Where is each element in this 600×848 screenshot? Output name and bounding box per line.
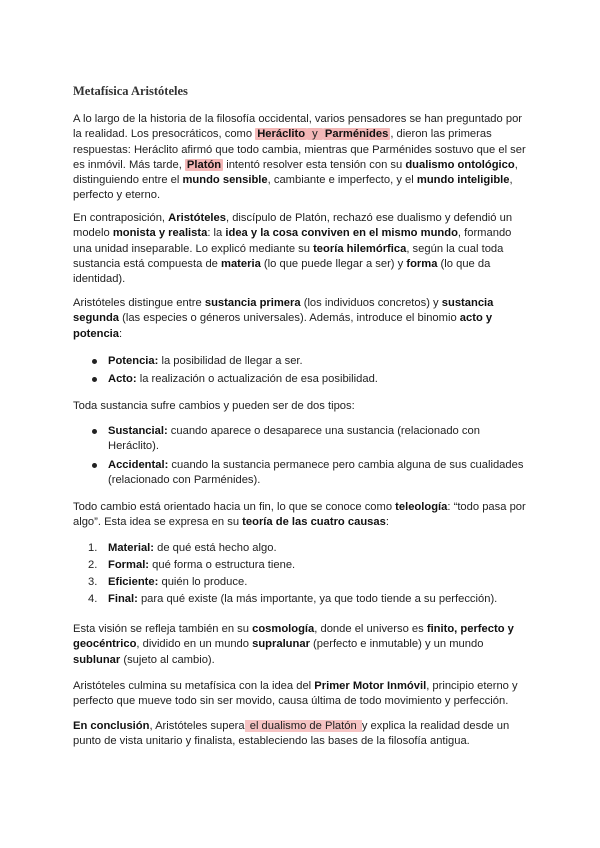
text-line: geocéntrico, dividido en un mundo supralunar (perfecto e inmutable) y un mundo [73, 638, 484, 651]
highlight-dualismo: el dualismo de Platón [246, 720, 360, 732]
text-line: potencia: [73, 327, 123, 340]
text-line: Toda sustancia sufre cambios y pueden ser de dos tipos: [73, 400, 355, 412]
highlight-heraclito: Heráclito [257, 128, 306, 141]
text-line: punto de vista unitario y finalista, estableciendo las bases de la filosofía antigua. [73, 735, 470, 748]
text-line: la realidad. Los presocráticos, como Heráclito y Parménides , dieron las primeras [73, 128, 492, 141]
text-line: sustancia está compuesta de materia (lo que puede llegar a ser) y forma (lo que da [73, 257, 491, 270]
bullet-icon [92, 429, 97, 434]
text-line: Todo cambio está orientado hacia un fin, lo que se conoce como teleología: “todo pasa por [73, 501, 526, 513]
bullet-icon [92, 359, 97, 364]
text-line: Aristóteles culmina su metafísica con la idea del Primer Motor Inmóvil, principio eterno y [73, 680, 518, 692]
text-line: perfecto y eterno. [73, 189, 161, 202]
list-number: 1. [88, 542, 98, 554]
paragraph-aristoteles [73, 211, 533, 287]
document-title: Metafísica Aristóteles [73, 84, 188, 98]
paragraph-conclusion [73, 719, 533, 750]
paragraph-primer-motor [73, 679, 533, 710]
text-line: es inmóvil. Más tarde, Platón intentó resolver esta tensión con su dualismo ontológico, [73, 158, 518, 171]
text-line: algo”. Esta idea se expresa en su teoría de las cuatro causas: [73, 516, 389, 529]
text-line: En conclusión, Aristóteles supera el dualismo de Platón y explica la realidad desde un [73, 720, 510, 732]
text-line: una unidad inseparable. Lo explicó mediante su teoría hilemórfica, según la cual toda [73, 242, 504, 255]
text-line: A lo largo de la historia de la filosofía occidental, varios pensadores se han preguntado por [73, 113, 523, 125]
text-line: En contraposición, Aristóteles, discípulo de Platón, rechazó ese dualismo y defendió un [73, 212, 513, 224]
text-line: Aristóteles distingue entre sustancia primera (los individuos concretos) y sustancia [73, 297, 494, 309]
highlight-parmenides: Parménides [324, 128, 389, 141]
text-line: perfecto que mueve todo sin ser movido, causa última de todo movimiento y perfección. [73, 695, 509, 708]
paragraph-intro [73, 112, 533, 204]
highlight-platon: Platón [186, 158, 222, 171]
text-line: identidad). [73, 273, 126, 286]
document-page: Metafísica Aristóteles A lo largo de la historia de la filosofía occidental, varios pensadores se han preguntado por la realidad. Los presocráticos, como Heráclito y Parménides , dieron las primeras respuestas: Heráclito afirmó que todo cambia, mientras que Parménides sostuvo que el ser es inmóvil. Más tarde, Platón intentó resolver esta tensión con su dualismo ontológico, distinguiendo entre el mundo sensible, cambiante e imperfecto, y el mundo inteligible, perfecto y eterno. En contraposición, Aristóteles, discípulo de Platón, rechazó ese dualismo y defendió un modelo monista y realista: la idea y la cosa conviven en el mismo mundo, formando una unidad inseparable. Lo explicó mediante su teoría hilemórfica, según la cual toda sustancia está compuesta de materia (lo que puede llegar a ser) y forma (lo que da identidad). Aristóteles distingue entre sustancia primera (los individuos concretos) y sustancia segunda (las especies o géneros universales). Además, introduce el binomio acto y potencia: Potencia: la posibilidad de llegar a ser. Acto: la realización o actualización de esa posibilidad. Toda sustancia sufre cambios y pueden ser de dos tipos: Sustancial: cuando aparece o desaparece una sustancia (relacionado con Heráclito). Accidental: cuando la sustancia permanece pero cambia alguna de sus cualidades (relacionado con Parménides). Todo cambio está orientado hacia un fin, lo que se conoce como teleología: “todo pasa por algo”. Esta idea se expresa en su teoría de las cuatro causas: 1. Material: de qué está hecho algo. 2. Formal: qué forma o estructura tiene. 3. Eficiente: quién lo produce. 4. Final: para qué existe (la más importante, ya que todo tiende a su perfección). Esta visión se refleja también en su cosmología, donde el universo es finito, perfecto y geocéntrico, dividido en un mundo supralunar (perfecto e inmutable) y un mundo sublunar (sujeto al cambio). Aristóteles culmina su metafísica con la idea del Primer Motor Inmóvil, principio eterno y perfecto que mueve todo sin ser movido, causa última de todo movimiento y perfección. En conclusión, Aristóteles supera el dualismo de Platón y explica la realidad desde un punto de vista unitario y finalista, estableciendo las bases de la filosofía antigua. [0, 0, 600, 848]
text-line: Esta visión se refleja también en su cosmología, donde el universo es finito, perfecto y [73, 623, 514, 635]
list-number: 2. [88, 559, 98, 571]
list-number: 4. [88, 593, 98, 605]
bullet-icon [92, 463, 97, 468]
text-line: sublunar (sujeto al cambio). [73, 653, 215, 666]
list-number: 3. [88, 576, 98, 588]
paragraph-cosmologia [73, 622, 533, 668]
paragraph-teleologia [73, 500, 533, 531]
text-line: respuestas: Heráclito afirmó que todo cambia, mientras que Parménides sostuvo que el ser [73, 143, 526, 156]
text-line: segunda (las especies o géneros universales). Además, introduce el binomio acto y [73, 312, 493, 325]
paragraph-cambios [73, 399, 533, 414]
text-line: distinguiendo entre el mundo sensible, cambiante e imperfecto, y el mundo inteligible, [73, 174, 513, 187]
paragraph-sustancia [73, 296, 533, 342]
bullet-icon [92, 377, 97, 382]
text-line: modelo monista y realista: la idea y la cosa conviven en el mismo mundo, formando [73, 227, 512, 240]
